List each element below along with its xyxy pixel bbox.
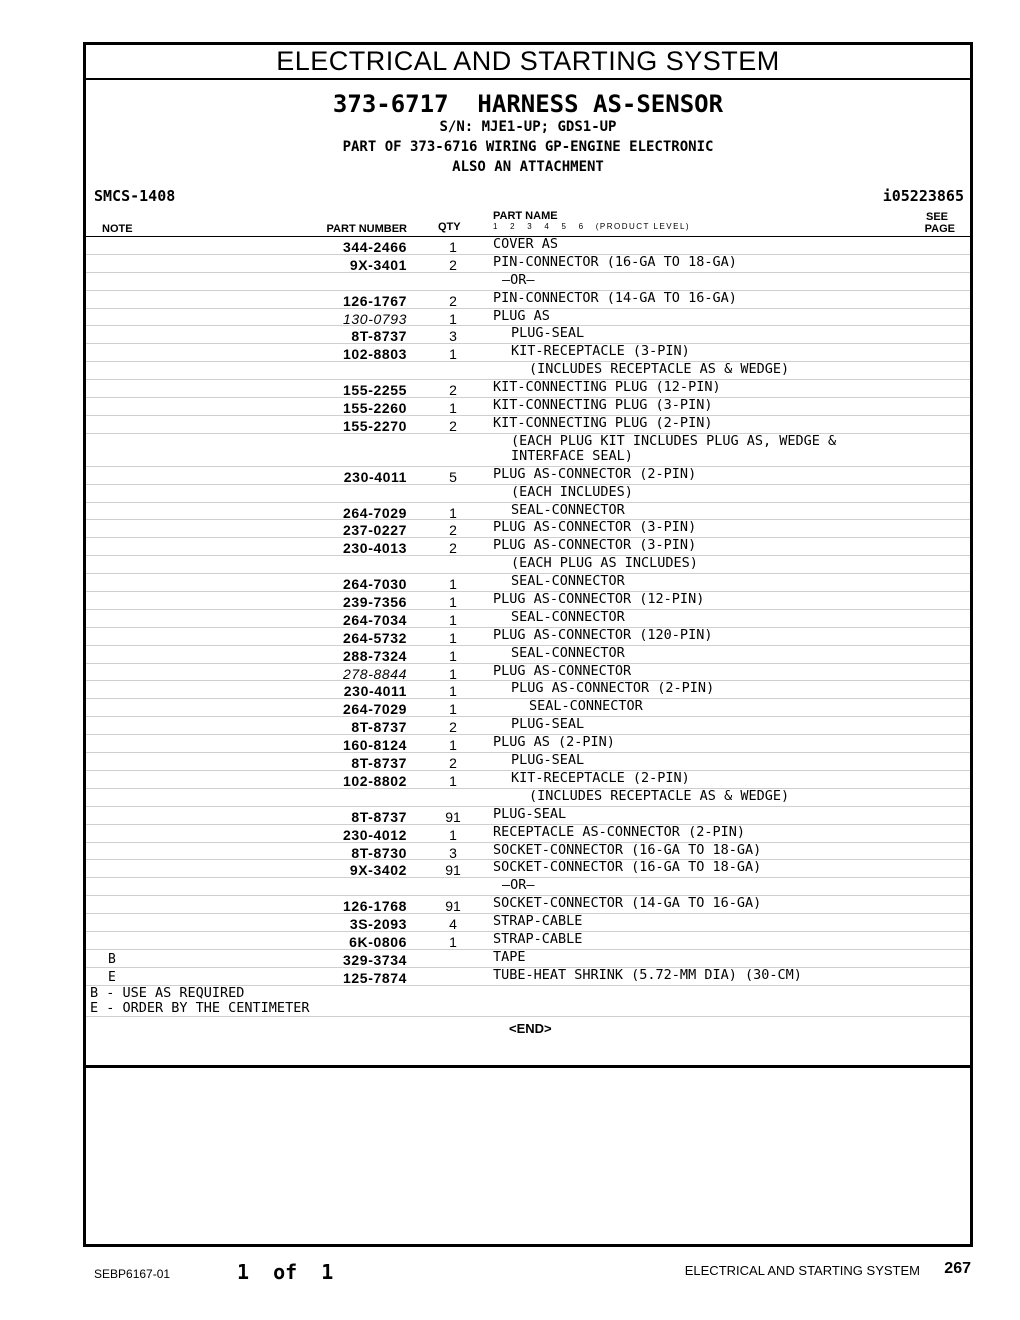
table-row	[86, 860, 970, 878]
row-part-number: 126-1767	[343, 292, 407, 309]
col-header-part-name: PART NAME	[493, 210, 558, 222]
row-part-name: COVER AS	[493, 236, 559, 252]
row-part-name: SOCKET-CONNECTOR (16-GA TO 18-GA)	[493, 859, 762, 876]
row-part-number: 9X-3401	[349, 256, 407, 273]
table-row	[86, 843, 970, 861]
col-header-qty: QTY	[438, 221, 461, 233]
row-part-name: PLUG-SEAL	[511, 325, 585, 342]
row-part-name: PLUG AS-CONNECTOR (3-PIN)	[493, 519, 697, 536]
table-row	[86, 434, 970, 467]
row-part-name: PIN-CONNECTOR (16-GA TO 18-GA)	[493, 253, 737, 270]
row-qty: 1	[449, 701, 457, 718]
table-row	[86, 807, 970, 825]
row-part-number: 160-8124	[343, 737, 407, 754]
row-part-name: —OR—	[502, 877, 535, 894]
table-row	[86, 326, 970, 344]
row-qty: 2	[449, 522, 457, 539]
row-qty: 1	[449, 346, 457, 363]
row-part-name: KIT-RECEPTACLE (2-PIN)	[511, 769, 690, 786]
row-qty: 1	[449, 629, 457, 646]
row-part-number: 230-4011	[343, 468, 407, 485]
row-part-number: 130-0793	[343, 310, 407, 327]
parts-list	[86, 237, 970, 1037]
row-part-name: SEAL-CONNECTOR	[511, 608, 625, 625]
row-part-name: PLUG-SEAL	[493, 805, 567, 822]
col-header-note: NOTE	[102, 223, 133, 235]
row-part-name: (EACH PLUG KIT INCLUDES PLUG AS, WEDGE & INTERFACE SEAL)	[511, 432, 837, 464]
row-part-number: 344-2466	[343, 239, 407, 255]
document-id: i05223865	[882, 187, 964, 205]
row-part-name: PLUG-SEAL	[511, 752, 585, 769]
row-part-number: 8T-8730	[351, 844, 407, 861]
table-row	[86, 771, 970, 789]
row-part-number: 288-7324	[343, 647, 407, 664]
row-part-number: 8T-8737	[351, 808, 407, 825]
end-marker: <END>	[509, 1020, 552, 1036]
row-part-number: 264-5732	[343, 629, 407, 646]
row-part-number: 8T-8737	[351, 328, 407, 345]
row-qty: 1	[449, 400, 457, 417]
row-part-name: (INCLUDES RECEPTACLE AS & WEDGE)	[529, 787, 790, 804]
row-part-name: KIT-CONNECTING PLUG (12-PIN)	[493, 379, 721, 396]
row-part-name: SEAL-CONNECTOR	[511, 644, 625, 661]
row-qty: 91	[445, 808, 461, 825]
row-part-name: PLUG AS-CONNECTOR (120-PIN)	[493, 626, 713, 643]
row-part-name: SOCKET-CONNECTOR (14-GA TO 16-GA)	[493, 895, 762, 912]
row-qty: 2	[449, 292, 457, 309]
row-note: E	[108, 969, 116, 985]
row-part-name: PLUG AS-CONNECTOR (3-PIN)	[493, 537, 697, 554]
table-row	[86, 255, 970, 273]
row-part-number: 230-4012	[343, 826, 407, 843]
row-part-number: 6K-0806	[349, 933, 407, 950]
row-part-name: —OR—	[502, 271, 535, 288]
row-part-number: 155-2270	[343, 417, 407, 434]
table-row	[86, 503, 970, 521]
row-part-name: KIT-CONNECTING PLUG (2-PIN)	[493, 414, 713, 431]
table-row	[86, 914, 970, 932]
row-part-number: 102-8802	[343, 772, 407, 789]
table-row	[86, 628, 970, 646]
row-qty: 1	[449, 310, 457, 327]
row-part-number: 278-8844	[343, 665, 407, 682]
row-part-number: 155-2260	[343, 400, 407, 417]
row-qty: 91	[445, 862, 461, 879]
row-qty: 1	[449, 933, 457, 950]
row-part-name: SOCKET-CONNECTOR (16-GA TO 18-GA)	[493, 841, 762, 858]
table-row	[86, 699, 970, 717]
row-part-number: 155-2255	[343, 382, 407, 399]
row-qty: 1	[449, 772, 457, 789]
table-row	[86, 398, 970, 416]
table-row	[86, 825, 970, 843]
row-part-name: TAPE	[493, 948, 526, 965]
table-row	[86, 968, 970, 986]
row-part-name: TUBE-HEAT SHRINK (5.72-MM DIA) (30-CM)	[493, 966, 802, 983]
col-header-see: SEE	[925, 211, 948, 223]
row-part-name: PLUG AS-CONNECTOR (2-PIN)	[511, 680, 715, 697]
row-qty: 2	[449, 256, 457, 273]
table-row	[86, 574, 970, 592]
row-part-name: RECEPTACLE AS-CONNECTOR (2-PIN)	[493, 823, 745, 840]
col-header-part-number: PART NUMBER	[326, 223, 407, 235]
row-part-number: 230-4013	[343, 540, 407, 557]
footer-doc-number: SEBP6167-01	[94, 1267, 171, 1281]
page-frame	[83, 42, 973, 1247]
row-qty: 3	[449, 844, 457, 861]
table-row	[86, 344, 970, 362]
row-qty: 2	[449, 719, 457, 736]
row-part-number: 239-7356	[343, 594, 407, 611]
table-row	[86, 735, 970, 753]
row-part-number: 126-1768	[343, 898, 407, 915]
row-part-name: PLUG AS-CONNECTOR	[493, 662, 632, 679]
row-part-name: PLUG AS	[493, 307, 550, 324]
table-row	[86, 380, 970, 398]
row-part-number: 8T-8737	[351, 755, 407, 772]
table-row	[86, 896, 970, 914]
table-row	[86, 717, 970, 735]
row-part-number: 264-7034	[343, 611, 407, 628]
row-qty: 1	[449, 594, 457, 611]
table-row	[86, 681, 970, 699]
row-part-number: 3S-2093	[349, 916, 407, 933]
serial-numbers: S/N: MJE1-UP; GDS1-UP	[439, 119, 617, 135]
row-part-name: SEAL-CONNECTOR	[511, 501, 625, 518]
row-part-number: 8T-8737	[351, 719, 407, 736]
footer-page-of: 1 of 1	[237, 1260, 334, 1284]
row-part-name: PLUG-SEAL	[511, 716, 585, 733]
row-part-name: PIN-CONNECTOR (14-GA TO 16-GA)	[493, 289, 737, 306]
table-row	[86, 592, 970, 610]
row-part-name: (INCLUDES RECEPTACLE AS & WEDGE)	[529, 361, 790, 378]
row-qty: 91	[445, 898, 461, 915]
row-part-name: KIT-RECEPTACLE (3-PIN)	[511, 343, 690, 360]
row-qty: 5	[449, 468, 457, 485]
row-part-name: SEAL-CONNECTOR	[529, 698, 643, 715]
row-qty: 1	[449, 647, 457, 664]
notes-section	[86, 986, 970, 1017]
row-qty: 1	[449, 665, 457, 682]
table-row	[86, 309, 970, 327]
row-qty: 1	[449, 611, 457, 628]
row-qty: 1	[449, 737, 457, 754]
row-part-name: STRAP-CABLE	[493, 930, 583, 947]
row-qty: 2	[449, 540, 457, 557]
table-row	[86, 610, 970, 628]
row-note: B	[108, 951, 116, 967]
row-part-name: STRAP-CABLE	[493, 913, 583, 930]
footer-section-name: ELECTRICAL AND STARTING SYSTEM	[684, 1263, 920, 1278]
row-qty: 2	[449, 755, 457, 772]
row-part-number: 9X-3402	[349, 862, 407, 879]
row-part-name: (EACH INCLUDES)	[511, 483, 633, 500]
row-qty: 4	[449, 916, 457, 933]
table-row	[86, 950, 970, 968]
row-part-name: (EACH PLUG AS INCLUDES)	[511, 555, 698, 572]
section-title: ELECTRICAL AND STARTING SYSTEM	[86, 45, 970, 80]
row-part-number: 264-7029	[343, 701, 407, 718]
table-row	[86, 237, 970, 255]
table-row	[86, 753, 970, 771]
row-qty: 1	[449, 683, 457, 700]
row-part-name: KIT-CONNECTING PLUG (3-PIN)	[493, 397, 713, 414]
row-qty: 1	[449, 239, 457, 255]
end-row	[86, 1017, 970, 1037]
table-row	[86, 291, 970, 309]
smcs-code: SMCS-1408	[94, 187, 176, 205]
table-row	[86, 520, 970, 538]
row-part-number: 264-7029	[343, 504, 407, 521]
table-row	[86, 664, 970, 682]
row-part-number: 264-7030	[343, 576, 407, 593]
table-row	[86, 556, 970, 574]
table-row	[86, 538, 970, 556]
table-row	[86, 467, 970, 485]
row-part-number: 125-7874	[343, 969, 407, 986]
table-row	[86, 416, 970, 434]
row-qty: 1	[449, 576, 457, 593]
notes-text: B - USE AS REQUIRED E - ORDER BY THE CENTIMETER	[90, 984, 310, 1016]
row-qty: 2	[449, 382, 457, 399]
row-part-name: PLUG AS (2-PIN)	[493, 734, 615, 751]
row-part-name: PLUG AS-CONNECTOR (2-PIN)	[493, 465, 697, 482]
table-row	[86, 789, 970, 807]
table-row	[86, 932, 970, 950]
row-qty: 3	[449, 328, 457, 345]
table-row	[86, 646, 970, 664]
row-part-number: 102-8803	[343, 346, 407, 363]
table-row	[86, 273, 970, 291]
row-part-name: PLUG AS-CONNECTOR (12-PIN)	[493, 591, 705, 608]
row-qty: 1	[449, 504, 457, 521]
product-level-header: 1 2 3 4 5 6 (PRODUCT LEVEL)	[493, 222, 691, 231]
attachment-line: ALSO AN ATTACHMENT	[452, 159, 604, 175]
part-of-line: PART OF 373-6716 WIRING GP-ENGINE ELECTRONIC	[342, 139, 714, 155]
row-part-number: 329-3734	[343, 951, 407, 968]
row-part-number: 230-4011	[343, 683, 407, 700]
table-row	[86, 485, 970, 503]
table-row	[86, 362, 970, 380]
section-divider	[86, 1065, 970, 1068]
row-part-number: 237-0227	[343, 522, 407, 539]
harness-title: 373-6717 HARNESS AS-SENSOR	[332, 90, 724, 118]
footer-page-number: 267	[944, 1260, 971, 1277]
row-part-name: SEAL-CONNECTOR	[511, 573, 625, 590]
row-qty: 2	[449, 417, 457, 434]
table-row	[86, 878, 970, 896]
row-qty: 1	[449, 826, 457, 843]
col-header-page: PAGE	[924, 223, 955, 235]
